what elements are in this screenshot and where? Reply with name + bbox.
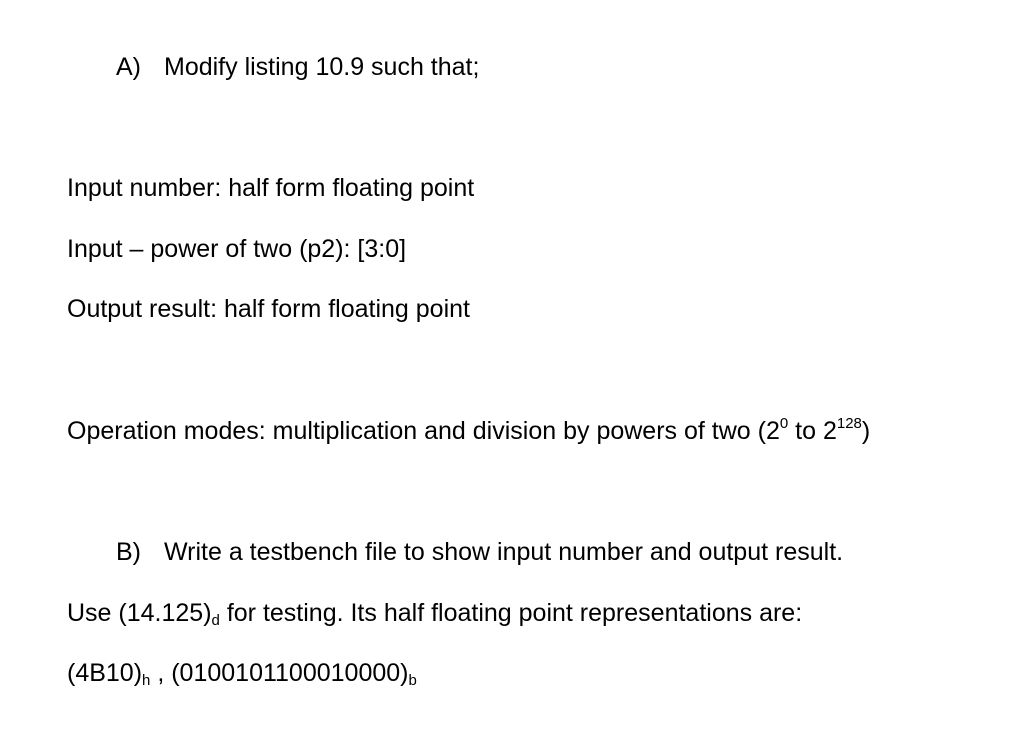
section-a-heading (116, 52, 479, 82)
section-a-heading-text: Modify listing 10.9 such that; (164, 53, 480, 81)
hex-value: (4B10) (67, 659, 143, 687)
operation-modes-line (67, 416, 870, 446)
binary-subscript: b (408, 672, 417, 689)
operation-modes-close: ) (861, 417, 871, 445)
section-b-heading-text: Write a testbench file to show input number and output result. (164, 538, 844, 566)
exponent-high: 128 (836, 415, 862, 432)
hex-subscript: h (142, 672, 151, 689)
operation-modes-text: Operation modes: multiplication and division by powers of two (2 (67, 417, 780, 445)
testing-line (67, 598, 802, 628)
input-power-line: Input – power of two (p2): [3:0] (67, 235, 407, 263)
section-b-marker: B) (116, 538, 141, 566)
value-separator: , (150, 659, 172, 687)
exponent-low: 0 (779, 415, 789, 432)
output-result-line: Output result: half form floating point (67, 295, 470, 323)
section-a-marker: A) (116, 53, 141, 81)
testing-suffix: for testing. Its half floating point representations are: (219, 599, 803, 627)
binary-value: (0100101100010000) (171, 659, 409, 687)
representations-line (67, 658, 417, 688)
decimal-subscript: d (211, 612, 220, 629)
operation-modes-to: to 2 (788, 417, 837, 445)
input-number-line: Input number: half form floating point (67, 174, 475, 202)
testing-prefix: Use (14.125) (67, 599, 212, 627)
section-b-heading (116, 537, 843, 567)
